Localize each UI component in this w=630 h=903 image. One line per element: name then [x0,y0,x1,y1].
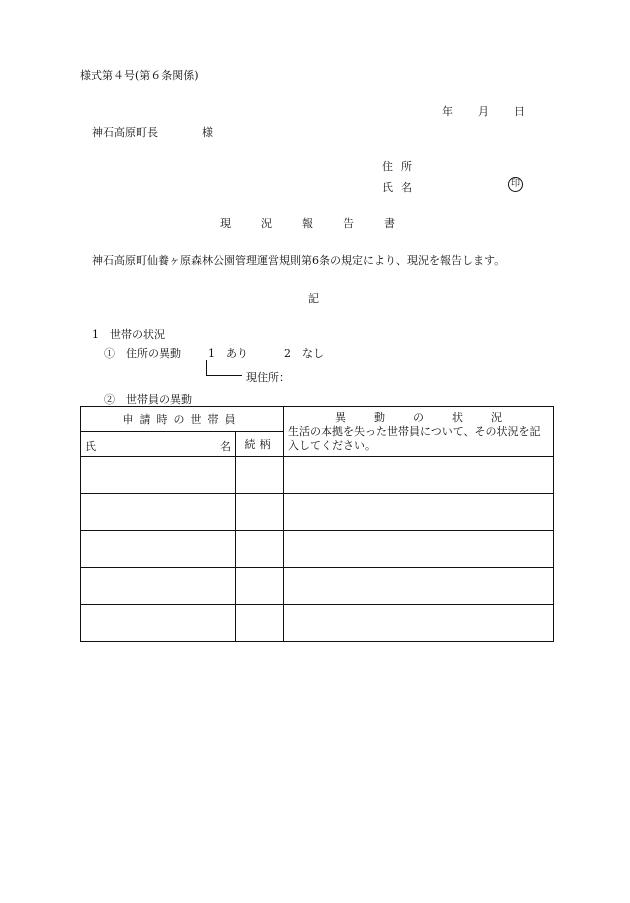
relation-input-cell[interactable] [236,605,284,642]
title-char: 況 [261,217,272,230]
title-char: 現 [220,217,231,230]
current-address-label: 現住所： [246,371,290,384]
household-table [80,406,554,642]
date-month: 月 [478,105,489,118]
table-row [81,531,554,568]
header-members: 申請時の世帯員 [81,407,284,432]
relation-input-cell[interactable] [236,531,284,568]
status-title-char: 動 [374,410,385,424]
date-day: 日 [514,105,525,118]
ki-label: 記 [308,292,319,305]
status-input-cell[interactable] [284,605,554,642]
table-row [81,568,554,605]
status-input-cell[interactable] [284,494,554,531]
item-address-change: ① 住所の異動 [104,347,181,360]
name-label: 氏名 [382,181,420,194]
status-input-cell[interactable] [284,568,554,605]
relation-input-cell[interactable] [236,494,284,531]
status-title-char: 況 [491,410,502,424]
header-status-title [288,411,549,425]
name-input-cell[interactable] [81,457,236,494]
table-row [81,457,554,494]
status-input-cell[interactable] [284,457,554,494]
section-household-status: 1 世帯の状況 [92,328,165,341]
status-input-cell[interactable] [284,531,554,568]
intro-text: 神石高原町仙養ヶ原森林公園管理運営規則第6条の規定により、現況を報告します。 [92,254,506,267]
title-char: 告 [343,217,354,230]
header-relation: 続柄 [236,432,284,457]
table-row [81,494,554,531]
option-no: 2 なし [284,347,324,360]
date-line [442,103,525,119]
bracket-line-horizontal [206,375,242,376]
header-name-right: 名 [220,440,231,453]
header-name-left: 氏 [85,440,96,453]
name-input-cell[interactable] [81,494,236,531]
item-member-change: ② 世帯員の異動 [104,393,192,406]
date-year: 年 [442,105,453,118]
relation-input-cell[interactable] [236,568,284,605]
seal-icon: 印 [508,177,523,192]
relation-input-cell[interactable] [236,457,284,494]
form-number: 様式第４号(第６条関係) [80,69,199,82]
status-title-char: 異 [335,410,346,424]
address-label: 住所 [382,160,420,173]
table-row [81,605,554,642]
title-char: 報 [302,217,313,230]
header-name [81,432,236,457]
addressee: 神石高原町長 様 [92,126,213,139]
name-input-cell[interactable] [81,605,236,642]
document-title [220,215,425,231]
name-input-cell[interactable] [81,531,236,568]
status-title-char: 状 [452,410,463,424]
option-yes: 1 あり [208,347,248,360]
title-char: 書 [384,217,395,230]
header-status-note: 生活の本拠を失った世帯員について、その状況を記入してください。 [288,424,541,452]
status-title-char: の [413,410,424,424]
bracket-line-vertical [206,360,207,375]
name-input-cell[interactable] [81,568,236,605]
header-status [284,407,554,457]
